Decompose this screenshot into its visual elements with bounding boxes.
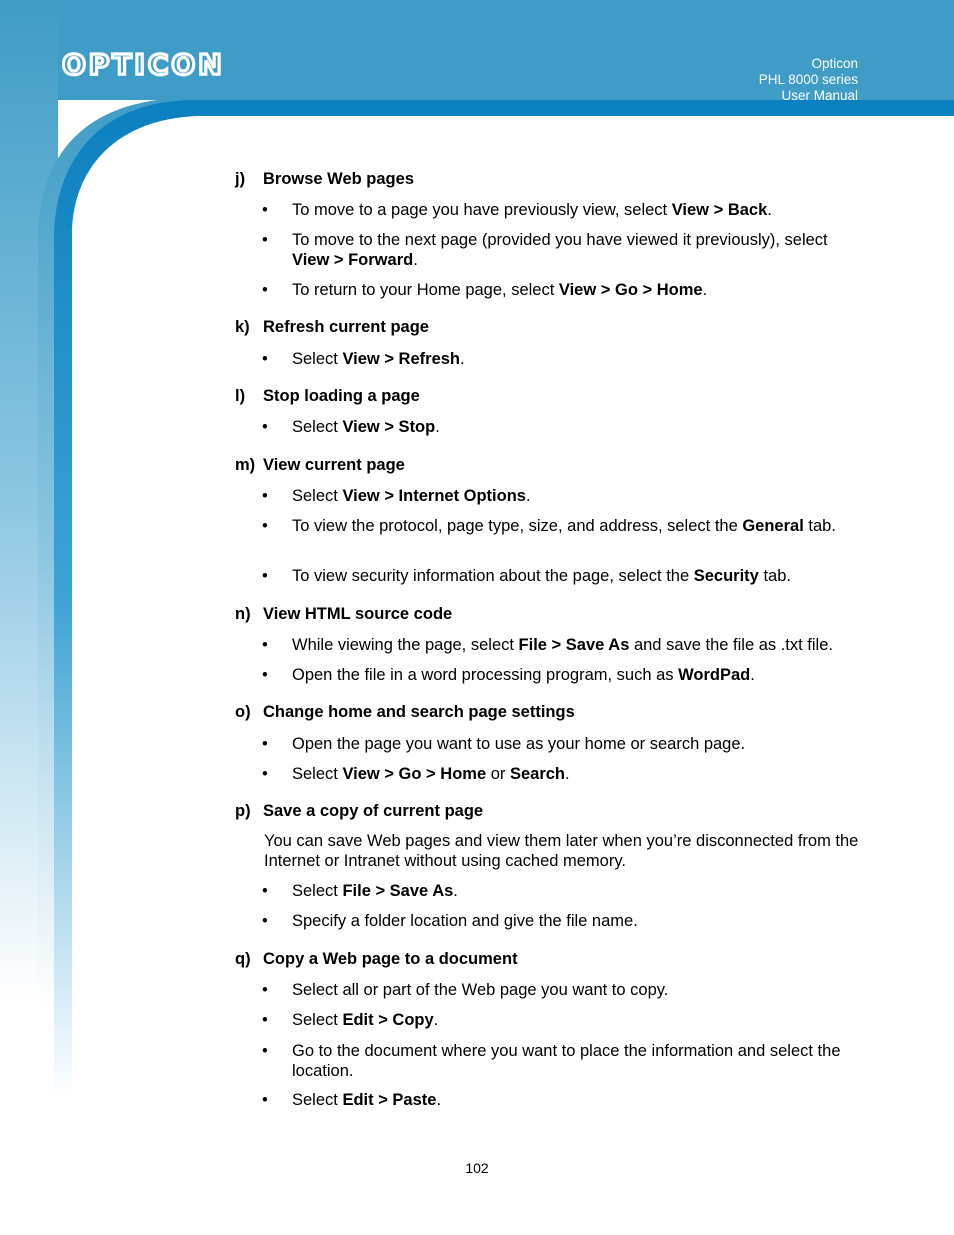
text-run: Select [292,1011,343,1029]
list-item-text [292,1041,862,1081]
text-run: . [433,1011,439,1029]
menu-path: Edit > Paste [342,1091,437,1109]
text-run: Select [292,350,343,368]
menu-path: View > Stop [342,418,436,436]
list-item-text [292,230,862,270]
list-item-text [292,566,862,586]
text-run: . [413,251,418,269]
text-run: Open the page you want to use as your home or search page. [292,735,746,753]
bullet-icon: • [262,735,268,753]
bullet-icon: • [262,281,268,299]
text-run: Specify a folder location and give the file name. [292,912,638,930]
section-letter: j) [235,170,246,188]
bullet-icon: • [262,231,268,249]
section-letter: l) [235,387,246,405]
menu-path: View > Go > Home [342,765,487,783]
section-title: Browse Web pages [263,170,414,188]
section-letter: p) [235,802,251,820]
list-item-text [292,764,862,784]
text-run: . [525,487,531,505]
menu-path: WordPad [678,666,751,684]
list-item-text [292,516,862,536]
text-run: . [453,882,458,900]
section-title: Refresh current page [263,318,429,336]
bullet-icon: • [262,517,268,535]
section-title: Change home and search page settings [263,703,575,721]
list-item-text [292,881,862,901]
menu-path: File > Save As [518,636,630,654]
bullet-icon: • [262,487,268,505]
section-letter: m) [235,456,256,474]
list-item-text [292,665,862,685]
text-run: Select [292,418,343,436]
text-run: tab. [803,517,836,535]
page-number: 102 [465,1160,489,1176]
section-heading [235,387,420,406]
section-heading [235,170,414,189]
section-heading [235,456,405,475]
list-item-text [292,417,862,437]
company-name: Opticon [811,56,858,71]
section-paragraph: You can save Web pages and view them later when you’re disconnected from the Internet or Intranet without using cached memory. [264,832,859,870]
menu-path: Search [509,765,566,783]
menu-path: Edit > Copy [342,1011,434,1029]
list-item-text [292,911,862,931]
section-title: Copy a Web page to a document [263,950,518,968]
menu-path: View > Refresh [342,350,460,368]
bullet-icon: • [262,1042,268,1060]
section-letter: o) [235,703,251,721]
text-run: While viewing the page, select [292,636,519,654]
menu-path: View > Go > Home [558,281,703,299]
list-item-text [292,200,862,220]
bullet-icon: • [262,912,268,930]
bullet-icon: • [262,636,268,654]
text-run: . [750,666,755,684]
section-heading [235,318,429,337]
menu-path: General [742,517,804,535]
product-series: PHL 8000 series [758,72,858,87]
bullet-icon: • [262,1011,268,1029]
section-heading [235,605,452,624]
text-run: . [436,1091,442,1109]
menu-path: View > Internet Options [342,487,526,505]
document-meta [759,56,858,104]
section-letter: k) [235,318,250,336]
bullet-icon: • [262,882,268,900]
list-item-text [292,635,862,655]
bullet-icon: • [262,981,268,999]
list-item-text [292,280,862,300]
bullet-icon: • [262,201,268,219]
section-title: Save a copy of current page [263,802,484,820]
text-run: Open the file in a word processing program, such as [292,666,679,684]
menu-path: Security [693,567,759,585]
text-run: . [435,418,440,436]
section-heading [235,802,483,821]
section-heading [235,703,575,722]
opticon-logo [62,50,294,78]
text-run: Select all or part of the Web page you want to copy. [292,981,669,999]
text-run: . [460,350,465,368]
text-run: Select [292,487,343,505]
text-run: Select [292,882,343,900]
menu-path: View > Back [671,201,768,219]
menu-path: File > Save As [342,882,454,900]
text-run: To view security information about the page, select the [292,567,694,585]
text-run: . [702,281,708,299]
bullet-icon: • [262,350,268,368]
text-run: Select [292,765,343,783]
list-item-text [292,1010,862,1030]
bullet-icon: • [262,666,268,684]
svg-text:OPTICON: OPTICON [62,50,225,78]
text-run: To return to your Home page, select [292,281,559,299]
menu-path: View > Forward [292,251,414,269]
text-run: . [767,201,772,219]
text-run: To move to a page you have previously view, select [292,201,672,219]
document-type: User Manual [781,88,858,103]
text-run: Select [292,1091,343,1109]
text-run: and save the file as .txt file. [629,636,833,654]
bullet-icon: • [262,1091,268,1109]
list-item-text [292,349,862,369]
text-run: Go to the document where you want to place the information and select the location. [292,1042,841,1080]
list-item-text [292,734,862,754]
bullet-icon: • [262,765,268,783]
text-run: or [486,765,510,783]
bullet-icon: • [262,418,268,436]
list-item-text [292,1090,862,1110]
text-run: To view the protocol, page type, size, and address, select the [292,517,743,535]
section-title: View HTML source code [263,605,453,623]
section-title: Stop loading a page [263,387,420,405]
list-item-text [292,980,862,1000]
section-letter: q) [235,950,251,968]
list-item-text [292,486,862,506]
text-run: To move to the next page (provided you have viewed it previously), select [292,231,828,249]
section-heading [235,950,518,969]
text-run: . [565,765,570,783]
section-title: View current page [263,456,405,474]
text-run: tab. [758,567,791,585]
bullet-icon: • [262,567,268,585]
section-letter: n) [235,605,251,623]
